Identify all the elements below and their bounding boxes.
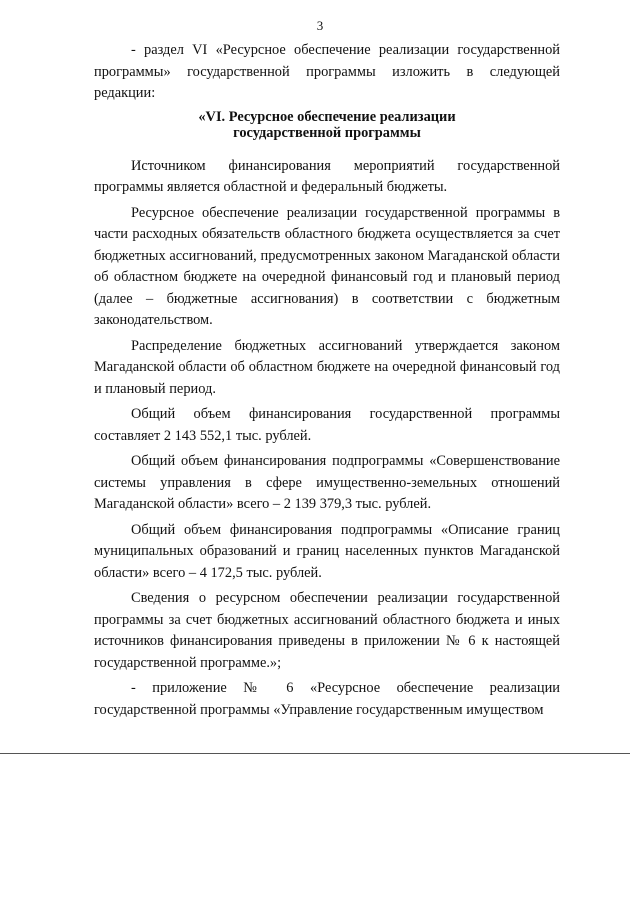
paragraph-allocation: Распределение бюджетных ассигнований утверждается законом Магаданской области об областном бюджете на очередной финансовый год и плановый период. <box>94 337 560 397</box>
paragraph-subprogram-management: Общий объем финансирования подпрограммы «Совершенствование системы управления в сфере имущественно-земельных отношений Магаданской области» всего – 2 139 379,3 тыс. рублей. <box>94 453 560 512</box>
section-heading <box>94 109 560 142</box>
intro-paragraph: - раздел VI «Ресурсное обеспечение реализации государственной программы» государственной программы изложить в следующей редакции: <box>94 42 560 101</box>
paragraph-funding-source: Источником финансирования мероприятий государственной программы является областной и федеральный бюджеты. <box>94 157 560 195</box>
paragraph-appendix-6: - приложение № 6 «Ресурсное обеспечение реализации государственной программы «Управление государственным имуществом <box>94 680 560 718</box>
document-body <box>94 40 560 721</box>
page-bottom-divider <box>0 753 630 754</box>
paragraph-total-volume: Общий объем финансирования государственной программы составляет 2 143 552,1 тыс. рублей. <box>94 406 560 444</box>
section-heading-line-2: государственной программы <box>233 125 421 141</box>
paragraph-resource-provision: Ресурсное обеспечение реализации государственной программы в части расходных обязательств областного бюджета осуществляется за счет бюджетных ассигнований, предусмотренных законом Магаданской области об областном бюджете на очередной финансовый год и плановый период (далее – бюджетные ассигнования) в соответствии с бюджетным законодательством. <box>94 204 560 328</box>
section-heading-line-1: «VI. Ресурсное обеспечение реализации <box>198 108 456 125</box>
paragraph-subprogram-boundaries: Общий объем финансирования подпрограммы «Описание границ муниципальных образований и границ населенных пунктов Магаданской области» всего – 4 172,5 тыс. рублей. <box>94 521 560 581</box>
paragraph-appendix-info: Сведения о ресурсном обеспечении реализации государственной программы за счет бюджетных ассигнований областного бюджета и иных источников финансирования приведены в приложении № 6 к настоящей государственной программе.»; <box>94 590 560 671</box>
page-number: 3 <box>316 18 324 33</box>
